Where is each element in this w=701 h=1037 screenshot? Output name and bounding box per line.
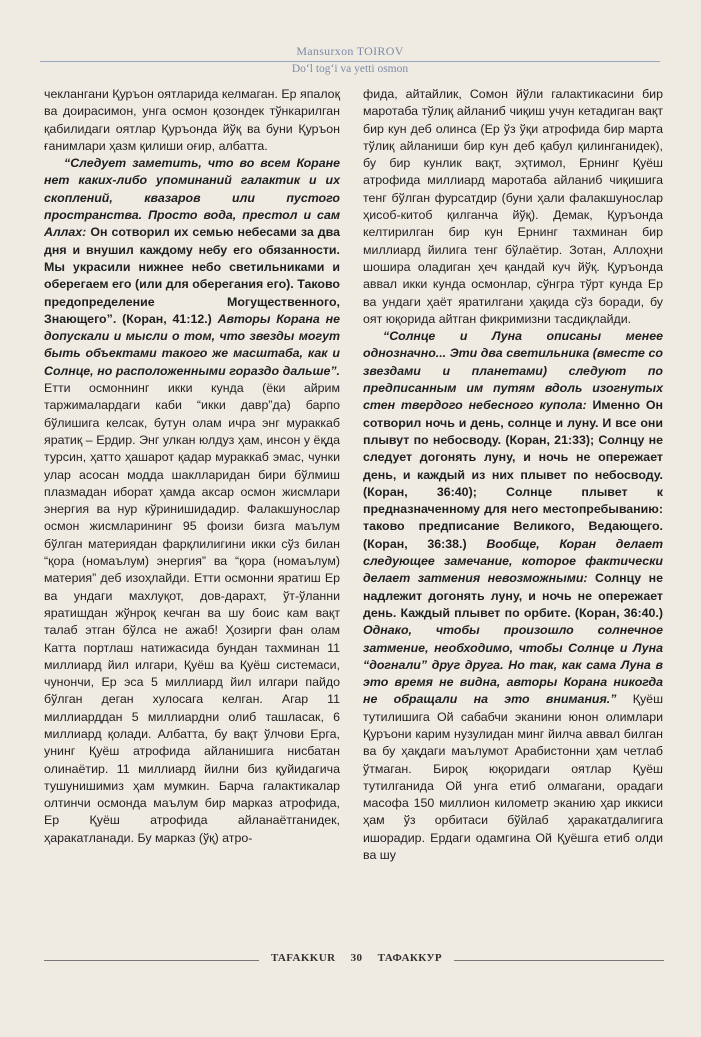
quote-italic: “Солнце и Луна описаны менее однозначно... Эти два светильника (вместе со звездами и планетами) следуют по предписанным им путям вдоль изогнутых стен твердого небесного купола: bbox=[363, 329, 663, 413]
quote-italic: Авторы Корана не допускали и мысли о том, что звезды могут быть объектами такого же масштаба, как и Солнце, но расположенными гораздо дальше”. bbox=[44, 311, 340, 378]
right-paragraph-2 bbox=[363, 328, 663, 864]
footer-rule-left bbox=[44, 960, 259, 961]
footer-rule-right bbox=[454, 960, 664, 961]
left-paragraph-1: чеклангани Қуръон оятларида келмаган. Ер япалоқ ва доирасимон, унга осмон қозондек тўнкарилган қабилидаги оятлар Қуръонда йўқ ва буни Қуръон ғанимлари ҳазм қилиши оғир, албатта. bbox=[44, 87, 340, 153]
quote-italic: Однако, чтобы произошло солнечное затмение, необходимо, чтобы Солнце и Луна “догнали” друг друга. Но так, как сама Луна в это время не видна, авторы Корана никогда не обращали на это внимания.” bbox=[363, 623, 663, 707]
quote-italic: “Следует заметить, что во всем Коране нет каких-либо упоминаний галактик и их скоплений, квазаров или пустого пространства. Просто вода, престол и сам Аллах: bbox=[44, 156, 340, 240]
quote-bold: Именно Он сотворил ночь и день, солнце и луну. И все они плывут по небосводу. (Коран, 21:33); Солнцу не следует догонять луну, и ночь не опережает день, и каждый из них плывет по небосводу. (Коран, 36:40); Солнце плывет к предназначенному для него местопребыванию: таково предписание Великого, Ведающего. (Коран, 36:38.) bbox=[363, 398, 663, 551]
footer-label-latin: TAFAKKUR bbox=[270, 952, 336, 964]
quote-bold: Солнцу не надлежит догонять луну, и ночь не опережает день. Каждый плывет по орбите. (Коран, 36:40.) bbox=[363, 571, 663, 620]
body-text: Қуёш тутилишига Ой сабабчи эканини юнон олимлари Қуръони карим нузулидан минг йилча аввал билган ва бу ҳақдаги маълумот Арабистонни ҳам четлаб ўтмаган. Бироқ юқоридаги оятлар Қуёш тутилганида Ой унга етиб олмагани, орадаги масофа 150 миллион километр эканию ҳар иккиси ҳам ўз орбитаси бўйлаб ҳаракатдалигига ишорадир. Ердаги одамгина Ой Қуёшга етиб олди ва шу bbox=[363, 692, 664, 863]
header-author: Mansurxon TOIROV bbox=[296, 44, 404, 58]
running-header bbox=[40, 44, 660, 75]
left-paragraph-2 bbox=[44, 155, 340, 847]
quote-bold: Он сотворил их семью небесами за два дня и внушил каждому небу его обязанности. Мы украсили нижнее небо светильниками и оберегаем его (или для оберегания его). Таково предопределение Могущественного, Знающего”. (Коран, 41:12.) bbox=[44, 225, 340, 326]
body-text: Етти осмоннинг икки кунда (ёки айрим таржималардаги каби “икки давр”да) барпо бўлишига келсак, бутун олам ичра энг мураккаб яратиқ – Ердир. Энг улкан юлдуз ҳам, инсон у ёқда турсин, ҳатто ҳашарот қадар мураккаб эмас, чунки улар асосан модда шаклларидан бири бўлмиш плазмадан иборат ҳамда аксар осмон жисмлари энергия ва нур кўринишидадир. Фалакшунослар осмон жисмларининг 95 фоизи бизга маълум бўлган материядан фарқлилигини икки сўз билан “қора (номаълум) энергия” ва “қора (номаълум) материя” деб изоҳлайди. Етти осмонни яратиш Ер ва ундаги махлуқот, дов-дарахт, ўт-ўланни яратишдан жўнроқ кечган ва шу боис кам вақт талаб этган бўлса не ажаб! Ҳозирги фан олам Катта портлаш натижасида бундан тахминан 11 миллиард йил илгари, Қуёш ва Қуёш системаси, чунончи, Ер эса 5 миллиард йил илгари пайдо бўлган деган хулосага келган. Агар 11 миллиарддан 5 миллиардни олиб ташласак, 6 миллиард қолади. Албатта, бу вақт ўлчови Ерга, унинг Қуёш атрофида айланишига нисбатан олинаётир. 11 миллиард йилни биз қуйидагича тушунишимиз ҳам мумкин. Барча галактикалар олтинчи осмонда маълум бир марказ атрофида, Ер Қуёш атрофида айланаётганидек, ҳаракатланади. Бу марказ (ўқ) атро- bbox=[44, 381, 340, 845]
header-book-title: Do‘l tog‘i va yetti osmon bbox=[291, 63, 409, 75]
footer-label-cyrillic: ТАФАККУР bbox=[377, 952, 443, 964]
running-footer bbox=[44, 952, 664, 968]
left-column bbox=[44, 86, 340, 847]
right-column bbox=[363, 86, 663, 864]
footer-text bbox=[259, 952, 454, 964]
quote-italic: Вообще, Коран делает следующее замечание, которое фактически делает затмения невозможными: bbox=[363, 536, 663, 586]
page-number: 30 bbox=[350, 952, 363, 964]
header-rule bbox=[40, 61, 660, 62]
right-paragraph-1: фида, айтайлик, Сомон йўли галактикасини бир маротаба тўлиқ айланиб чиқиш учун кетадиган вақт бир кун деб олинса (Ер ўз ўқи атрофида бир марта тўлиқ айланиши бир кун деб қабул қилинганидек), бу бир кунлик вақт, эҳтимол, Ернинг Қуёш атрофида миллиард маротаба айланиб чиқишига тенг бўлган фурсатдир (буни ҳали фалакшунослар ҳисоб-китоб қилганча йўқ). Демак, Қуръонда келтирилган бир кун Ернинг тахминан бир миллиард йилига тенг бўлаётир. Зотан, Аллоҳни шошира оладиган ҳеч қандай куч йўқ. Қуръонда аввал икки кунда осмонлар, сўнгра тўрт кунда Ер ва ундаги ҳаёт яратилгани ҳақида сўз боради, бу оят юқорида айтган фикримизни тасдиқлайди. bbox=[363, 87, 663, 326]
